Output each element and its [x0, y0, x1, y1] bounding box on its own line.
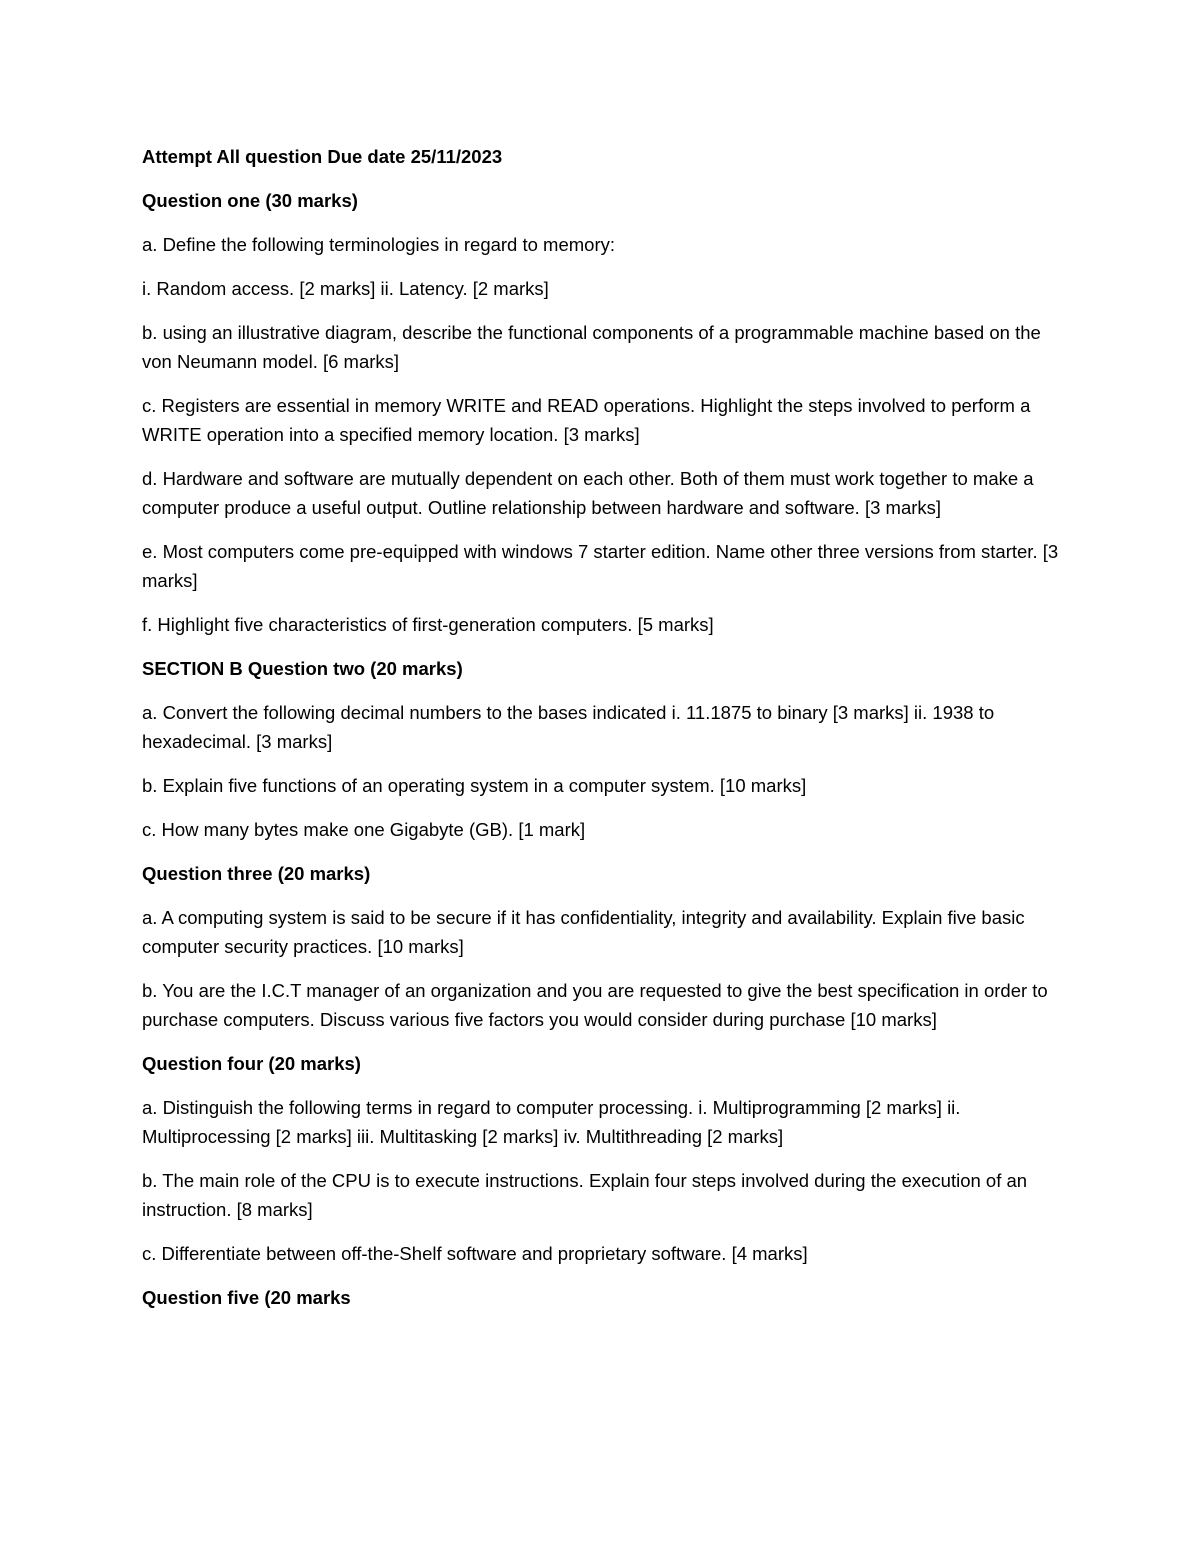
question-one-part-d: d. Hardware and software are mutually dependent on each other. Both of them must work together to make a computer produce a useful output. Outline relationship between hardware and software. [3 marks] [142, 468, 1034, 518]
document-body [142, 142, 1062, 1327]
document-title: Attempt All question Due date 25/11/2023 [142, 146, 503, 167]
question-two-part-c: c. How many bytes make one Gigabyte (GB). [1 mark] [142, 819, 586, 840]
question-one-part-e: e. Most computers come pre-equipped with windows 7 starter edition. Name other three versions from starter. [3 marks] [142, 541, 1059, 591]
question-four-heading: Question four (20 marks) [142, 1053, 361, 1074]
question-five-heading: Question five (20 marks [142, 1287, 351, 1308]
question-one-part-a-items: i. Random access. [2 marks] ii. Latency. [2 marks] [142, 278, 549, 299]
question-four-part-b: b. The main role of the CPU is to execute instructions. Explain four steps involved during the execution of an instruction. [8 marks] [142, 1170, 1028, 1220]
question-three-heading: Question three (20 marks) [142, 863, 371, 884]
question-two-part-a: a. Convert the following decimal numbers to the bases indicated i. 11.1875 to binary [3 marks] ii. 1938 to hexadecimal. [3 marks] [142, 702, 995, 752]
question-three-part-a: a. A computing system is said to be secure if it has confidentiality, integrity and availability. Explain five basic computer security practices. [10 marks] [142, 907, 1025, 957]
question-one-heading: Question one (30 marks) [142, 190, 358, 211]
section-b-question-two-heading: SECTION B Question two (20 marks) [142, 658, 463, 679]
question-two-part-b: b. Explain five functions of an operating system in a computer system. [10 marks] [142, 775, 807, 796]
question-one-part-b: b. using an illustrative diagram, describe the functional components of a programmable machine based on the von Neumann model. [6 marks] [142, 322, 1041, 372]
question-one-part-a: a. Define the following terminologies in regard to memory: [142, 234, 616, 255]
question-four-part-c: c. Differentiate between off-the-Shelf software and proprietary software. [4 marks] [142, 1243, 808, 1264]
question-three-part-b: b. You are the I.C.T manager of an organization and you are requested to give the best specification in order to purchase computers. Discuss various five factors you would consider during purchase [10 marks] [142, 980, 1048, 1030]
question-one-part-f: f. Highlight five characteristics of first-generation computers. [5 marks] [142, 614, 714, 635]
question-one-part-c: c. Registers are essential in memory WRITE and READ operations. Highlight the steps involved to perform a WRITE operation into a specified memory location. [3 marks] [142, 395, 1031, 445]
question-four-part-a: a. Distinguish the following terms in regard to computer processing. i. Multiprogramming [2 marks] ii. Multiprocessing [2 marks] iii. Multitasking [2 marks] iv. Multithreading [2 marks] [142, 1097, 961, 1147]
